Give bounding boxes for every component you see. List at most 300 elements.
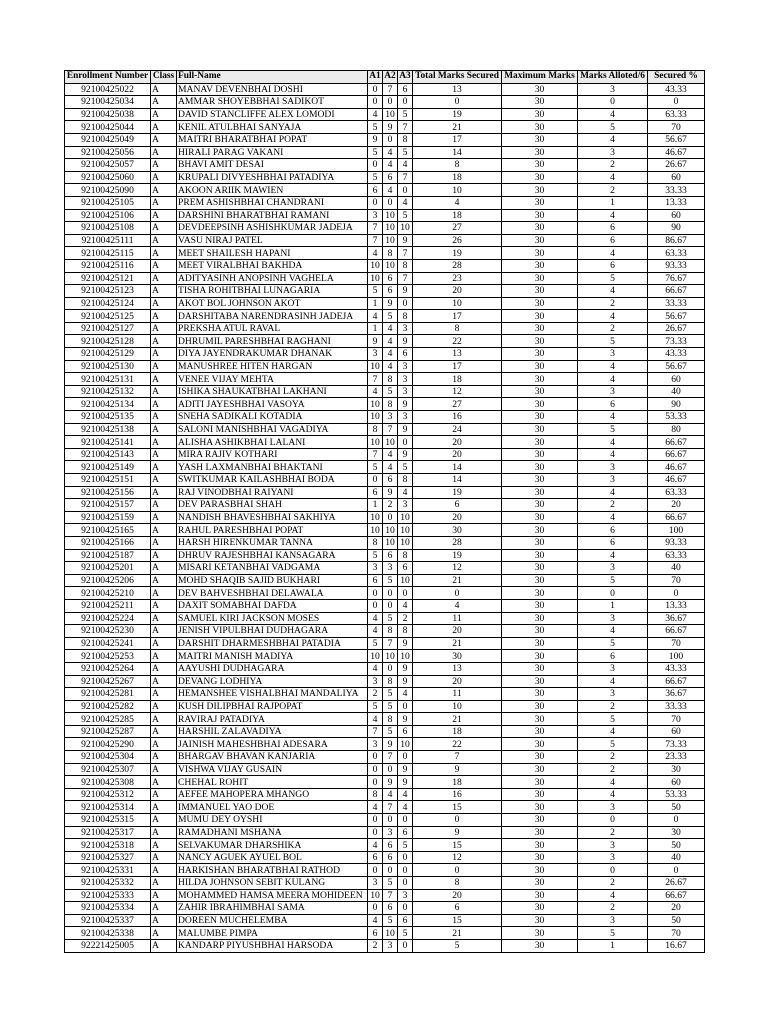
enrollment-number-cell: 92100425332	[65, 877, 151, 890]
maximum-marks-cell: 30	[502, 398, 578, 411]
a2-cell: 8	[383, 398, 398, 411]
marks-alloted-cell: 2	[578, 184, 648, 197]
secured-percent-cell: 70	[648, 637, 705, 650]
enrollment-number-cell: 92100425034	[65, 96, 151, 109]
a2-cell: 3	[383, 411, 398, 424]
full-name-cell: CHEHAL ROHIT	[177, 776, 368, 789]
table-row	[65, 738, 705, 751]
total-marks-cell: 11	[413, 688, 502, 701]
maximum-marks-cell: 30	[502, 348, 578, 361]
enrollment-number-cell: 92100425134	[65, 398, 151, 411]
a2-cell: 0	[383, 864, 398, 877]
a2-cell: 5	[383, 700, 398, 713]
full-name-cell: ALISHA ASHIKBHAI LALANI	[177, 436, 368, 449]
enrollment-number-cell: 92100425151	[65, 474, 151, 487]
a1-cell: 0	[368, 196, 383, 209]
marks-alloted-cell: 5	[578, 713, 648, 726]
total-marks-cell: 20	[413, 436, 502, 449]
secured-percent-cell: 0	[648, 814, 705, 827]
table-row	[65, 688, 705, 701]
a2-cell: 0	[383, 196, 398, 209]
total-marks-cell: 15	[413, 839, 502, 852]
class-cell: A	[151, 814, 177, 827]
a3-cell: 7	[398, 272, 413, 285]
a1-cell: 3	[368, 877, 383, 890]
a2-cell: 0	[383, 814, 398, 827]
total-marks-cell: 14	[413, 146, 502, 159]
total-marks-cell: 12	[413, 562, 502, 575]
total-marks-cell: 20	[413, 675, 502, 688]
full-name-cell: IMMANUEL YAO DOE	[177, 801, 368, 814]
table-row	[65, 574, 705, 587]
total-marks-cell: 18	[413, 209, 502, 222]
full-name-cell: ADITYASINH ANOPSINH VAGHELA	[177, 272, 368, 285]
total-marks-cell: 24	[413, 423, 502, 436]
maximum-marks-cell: 30	[502, 385, 578, 398]
a3-cell: 10	[398, 536, 413, 549]
marks-alloted-cell: 6	[578, 259, 648, 272]
a3-cell: 7	[398, 247, 413, 260]
secured-percent-cell: 13.33	[648, 599, 705, 612]
a2-cell: 4	[383, 461, 398, 474]
maximum-marks-cell: 30	[502, 625, 578, 638]
class-cell: A	[151, 751, 177, 764]
enrollment-number-cell: 92100425206	[65, 574, 151, 587]
a2-cell: 6	[383, 474, 398, 487]
full-name-cell: SWITKUMAR KAILASHBHAI BODA	[177, 474, 368, 487]
class-cell: A	[151, 549, 177, 562]
secured-percent-cell: 20	[648, 902, 705, 915]
enrollment-number-cell: 92100425115	[65, 247, 151, 260]
secured-percent-cell: 46.67	[648, 474, 705, 487]
enrollment-number-cell: 92100425105	[65, 196, 151, 209]
a2-cell: 6	[383, 285, 398, 298]
full-name-cell: DOREEN MUCHELEMBA	[177, 914, 368, 927]
class-cell: A	[151, 348, 177, 361]
marks-alloted-cell: 2	[578, 902, 648, 915]
marks-alloted-cell: 2	[578, 159, 648, 172]
secured-percent-cell: 60	[648, 373, 705, 386]
secured-percent-cell: 36.67	[648, 612, 705, 625]
maximum-marks-cell: 30	[502, 285, 578, 298]
a1-cell: 10	[368, 398, 383, 411]
table-row	[65, 788, 705, 801]
maximum-marks-cell: 30	[502, 499, 578, 512]
marks-alloted-cell: 3	[578, 914, 648, 927]
a1-cell: 0	[368, 599, 383, 612]
secured-percent-cell: 23.33	[648, 751, 705, 764]
full-name-cell: RAMADHANI MSHANA	[177, 826, 368, 839]
enrollment-number-cell: 92100425116	[65, 259, 151, 272]
maximum-marks-cell: 30	[502, 461, 578, 474]
class-cell: A	[151, 171, 177, 184]
a1-cell: 7	[368, 234, 383, 247]
table-row	[65, 360, 705, 373]
enrollment-number-cell: 92100425337	[65, 914, 151, 927]
a1-cell: 7	[368, 222, 383, 235]
class-cell: A	[151, 889, 177, 902]
full-name-cell: AAYUSHI DUDHAGARA	[177, 662, 368, 675]
total-marks-cell: 18	[413, 171, 502, 184]
full-name-cell: JENISH VIPULBHAI DUDHAGARA	[177, 625, 368, 638]
a2-cell: 7	[383, 889, 398, 902]
a2-cell: 10	[383, 436, 398, 449]
a3-cell: 0	[398, 184, 413, 197]
a3-cell: 3	[398, 499, 413, 512]
table-row	[65, 776, 705, 789]
a2-cell: 6	[383, 902, 398, 915]
full-name-cell: KUSH DILIPBHAI RAJPOPAT	[177, 700, 368, 713]
total-marks-cell: 13	[413, 662, 502, 675]
marks-alloted-cell: 6	[578, 234, 648, 247]
table-row	[65, 814, 705, 827]
full-name-cell: DEVDEEPSINH ASHISHKUMAR JADEJA	[177, 222, 368, 235]
a3-cell: 3	[398, 385, 413, 398]
total-marks-cell: 14	[413, 474, 502, 487]
total-marks-cell: 11	[413, 612, 502, 625]
a1-cell: 0	[368, 902, 383, 915]
total-marks-cell: 19	[413, 108, 502, 121]
maximum-marks-cell: 30	[502, 574, 578, 587]
a3-cell: 4	[398, 159, 413, 172]
marks-alloted-cell: 0	[578, 96, 648, 109]
table-row	[65, 83, 705, 96]
total-marks-cell: 30	[413, 650, 502, 663]
marks-alloted-cell: 1	[578, 196, 648, 209]
enrollment-number-cell: 92100425138	[65, 423, 151, 436]
a2-cell: 6	[383, 839, 398, 852]
a1-cell: 7	[368, 373, 383, 386]
total-marks-cell: 20	[413, 511, 502, 524]
a3-cell: 3	[398, 411, 413, 424]
enrollment-number-cell: 92100425224	[65, 612, 151, 625]
table-row	[65, 146, 705, 159]
a3-cell: 5	[398, 146, 413, 159]
a3-cell: 3	[398, 889, 413, 902]
maximum-marks-cell: 30	[502, 650, 578, 663]
total-marks-cell: 22	[413, 335, 502, 348]
enrollment-number-cell: 92100425267	[65, 675, 151, 688]
enrollment-number-cell: 92100425124	[65, 297, 151, 310]
maximum-marks-cell: 30	[502, 826, 578, 839]
maximum-marks-cell: 30	[502, 675, 578, 688]
table-row	[65, 889, 705, 902]
total-marks-cell: 10	[413, 700, 502, 713]
total-marks-cell: 12	[413, 851, 502, 864]
full-name-cell: DARSHINI BHARATBHAI RAMANI	[177, 209, 368, 222]
a3-cell: 6	[398, 914, 413, 927]
full-name-cell: ADITI JAYESHBHAI VASOYA	[177, 398, 368, 411]
a3-cell: 3	[398, 373, 413, 386]
maximum-marks-cell: 30	[502, 196, 578, 209]
class-cell: A	[151, 587, 177, 600]
a3-cell: 8	[398, 474, 413, 487]
secured-percent-cell: 66.67	[648, 448, 705, 461]
total-marks-cell: 4	[413, 196, 502, 209]
a3-cell: 2	[398, 612, 413, 625]
enrollment-number-cell: 92100425131	[65, 373, 151, 386]
a3-cell: 4	[398, 599, 413, 612]
total-marks-cell: 22	[413, 738, 502, 751]
a1-cell: 5	[368, 285, 383, 298]
a1-cell: 0	[368, 159, 383, 172]
secured-percent-cell: 80	[648, 423, 705, 436]
class-cell: A	[151, 360, 177, 373]
full-name-cell: MOHD SHAQIB SAJID BUKHARI	[177, 574, 368, 587]
a1-cell: 8	[368, 788, 383, 801]
enrollment-number-cell: 92100425210	[65, 587, 151, 600]
marks-alloted-cell: 5	[578, 423, 648, 436]
a1-cell: 3	[368, 209, 383, 222]
maximum-marks-cell: 30	[502, 159, 578, 172]
total-marks-cell: 16	[413, 788, 502, 801]
marks-alloted-cell: 3	[578, 83, 648, 96]
a1-cell: 10	[368, 272, 383, 285]
a3-cell: 5	[398, 461, 413, 474]
secured-percent-cell: 50	[648, 801, 705, 814]
table-row	[65, 96, 705, 109]
a2-cell: 9	[383, 121, 398, 134]
table-row	[65, 234, 705, 247]
a2-cell: 10	[383, 222, 398, 235]
table-row	[65, 801, 705, 814]
a1-cell: 0	[368, 751, 383, 764]
secured-percent-cell: 33.33	[648, 297, 705, 310]
table-row	[65, 348, 705, 361]
secured-percent-cell: 56.67	[648, 133, 705, 146]
a2-cell: 9	[383, 776, 398, 789]
marks-alloted-cell: 6	[578, 650, 648, 663]
a1-cell: 4	[368, 247, 383, 260]
full-name-cell: BHAVI AMIT DESAI	[177, 159, 368, 172]
table-row	[65, 297, 705, 310]
marks-alloted-cell: 3	[578, 851, 648, 864]
marks-alloted-cell: 4	[578, 675, 648, 688]
a2-cell: 5	[383, 914, 398, 927]
secured-percent-cell: 50	[648, 839, 705, 852]
class-cell: A	[151, 121, 177, 134]
a1-cell: 0	[368, 864, 383, 877]
marks-alloted-cell: 3	[578, 612, 648, 625]
a1-cell: 10	[368, 889, 383, 902]
marks-alloted-cell: 4	[578, 511, 648, 524]
maximum-marks-cell: 30	[502, 511, 578, 524]
enrollment-number-cell: 92100425141	[65, 436, 151, 449]
table-row	[65, 662, 705, 675]
maximum-marks-cell: 30	[502, 146, 578, 159]
class-cell: A	[151, 902, 177, 915]
maximum-marks-cell: 30	[502, 423, 578, 436]
a3-cell: 0	[398, 297, 413, 310]
full-name-cell: DEVANG LODHIYA	[177, 675, 368, 688]
table-row	[65, 864, 705, 877]
enrollment-number-cell: 92100425135	[65, 411, 151, 424]
full-name-cell: NANDISH BHAVESHBHAI SAKHIYA	[177, 511, 368, 524]
secured-percent-cell: 0	[648, 96, 705, 109]
enrollment-number-cell: 92100425038	[65, 108, 151, 121]
full-name-cell: KENIL ATULBHAI SANYAJA	[177, 121, 368, 134]
maximum-marks-cell: 30	[502, 448, 578, 461]
enrollment-number-cell: 92100425333	[65, 889, 151, 902]
marks-sheet	[64, 70, 705, 953]
secured-percent-cell: 56.67	[648, 360, 705, 373]
enrollment-number-cell: 92100425230	[65, 625, 151, 638]
enrollment-number-cell: 92100425060	[65, 171, 151, 184]
column-header-total-marks: Total Marks Secured	[413, 71, 502, 84]
a1-cell: 9	[368, 335, 383, 348]
secured-percent-cell: 66.67	[648, 285, 705, 298]
class-cell: A	[151, 738, 177, 751]
full-name-cell: VASU NIRAJ PATEL	[177, 234, 368, 247]
full-name-cell: VENEE VIJAY MEHTA	[177, 373, 368, 386]
enrollment-number-cell: 92100425287	[65, 725, 151, 738]
total-marks-cell: 10	[413, 297, 502, 310]
maximum-marks-cell: 30	[502, 83, 578, 96]
secured-percent-cell: 66.67	[648, 436, 705, 449]
a1-cell: 5	[368, 700, 383, 713]
a3-cell: 9	[398, 662, 413, 675]
secured-percent-cell: 50	[648, 914, 705, 927]
class-cell: A	[151, 184, 177, 197]
full-name-cell: MEET SHAILESH HAPANI	[177, 247, 368, 260]
total-marks-cell: 16	[413, 411, 502, 424]
full-name-cell: HILDA JOHNSON SEBIT KULANG	[177, 877, 368, 890]
table-row	[65, 562, 705, 575]
enrollment-number-cell: 92100425281	[65, 688, 151, 701]
total-marks-cell: 15	[413, 801, 502, 814]
table-body	[65, 83, 705, 952]
marks-alloted-cell: 3	[578, 688, 648, 701]
maximum-marks-cell: 30	[502, 184, 578, 197]
column-header-class: Class	[151, 71, 177, 84]
a3-cell: 8	[398, 625, 413, 638]
class-cell: A	[151, 927, 177, 940]
a2-cell: 0	[383, 133, 398, 146]
marks-alloted-cell: 6	[578, 398, 648, 411]
table-row	[65, 902, 705, 915]
class-cell: A	[151, 763, 177, 776]
a2-cell: 2	[383, 499, 398, 512]
a2-cell: 8	[383, 713, 398, 726]
total-marks-cell: 6	[413, 499, 502, 512]
secured-percent-cell: 46.67	[648, 146, 705, 159]
total-marks-cell: 5	[413, 939, 502, 952]
table-row	[65, 411, 705, 424]
full-name-cell: ISHIKA SHAUKATBHAI LAKHANI	[177, 385, 368, 398]
a1-cell: 4	[368, 713, 383, 726]
a3-cell: 10	[398, 738, 413, 751]
full-name-cell: MAITRI BHARATBHAI POPAT	[177, 133, 368, 146]
class-cell: A	[151, 877, 177, 890]
secured-percent-cell: 100	[648, 524, 705, 537]
a2-cell: 5	[383, 385, 398, 398]
class-cell: A	[151, 486, 177, 499]
maximum-marks-cell: 30	[502, 612, 578, 625]
enrollment-number-cell: 92100425111	[65, 234, 151, 247]
total-marks-cell: 27	[413, 222, 502, 235]
a1-cell: 0	[368, 83, 383, 96]
secured-percent-cell: 90	[648, 398, 705, 411]
full-name-cell: HARKISHAN BHARATBHAI RATHOD	[177, 864, 368, 877]
total-marks-cell: 8	[413, 877, 502, 890]
marks-alloted-cell: 4	[578, 486, 648, 499]
a3-cell: 6	[398, 348, 413, 361]
full-name-cell: DIYA JAYENDRAKUMAR DHANAK	[177, 348, 368, 361]
maximum-marks-cell: 30	[502, 222, 578, 235]
table-row	[65, 247, 705, 260]
a3-cell: 0	[398, 814, 413, 827]
table-row	[65, 385, 705, 398]
table-row	[65, 763, 705, 776]
secured-percent-cell: 66.67	[648, 625, 705, 638]
enrollment-number-cell: 92100425331	[65, 864, 151, 877]
table-row	[65, 839, 705, 852]
secured-percent-cell: 66.67	[648, 675, 705, 688]
table-row	[65, 310, 705, 323]
secured-percent-cell: 60	[648, 171, 705, 184]
class-cell: A	[151, 864, 177, 877]
a1-cell: 6	[368, 574, 383, 587]
maximum-marks-cell: 30	[502, 688, 578, 701]
enrollment-number-cell: 92100425285	[65, 713, 151, 726]
class-cell: A	[151, 625, 177, 638]
enrollment-number-cell: 92100425334	[65, 902, 151, 915]
a2-cell: 8	[383, 675, 398, 688]
class-cell: A	[151, 411, 177, 424]
a2-cell: 4	[383, 184, 398, 197]
maximum-marks-cell: 30	[502, 524, 578, 537]
a1-cell: 1	[368, 499, 383, 512]
a2-cell: 0	[383, 96, 398, 109]
a1-cell: 4	[368, 108, 383, 121]
column-header-a1: A1	[369, 71, 381, 82]
a2-cell: 0	[383, 763, 398, 776]
table-row	[65, 877, 705, 890]
a2-cell: 10	[383, 927, 398, 940]
total-marks-cell: 21	[413, 713, 502, 726]
table-row	[65, 751, 705, 764]
a1-cell: 0	[368, 587, 383, 600]
marks-alloted-cell: 4	[578, 373, 648, 386]
a2-cell: 4	[383, 322, 398, 335]
table-row	[65, 272, 705, 285]
full-name-cell: MISARI KETANBHAI VADGAMA	[177, 562, 368, 575]
a1-cell: 0	[368, 826, 383, 839]
enrollment-number-cell: 92221425005	[65, 939, 151, 952]
enrollment-number-cell: 92100425307	[65, 763, 151, 776]
marks-alloted-cell: 4	[578, 310, 648, 323]
class-cell: A	[151, 373, 177, 386]
table-row	[65, 713, 705, 726]
marks-alloted-cell: 5	[578, 738, 648, 751]
secured-percent-cell: 40	[648, 562, 705, 575]
maximum-marks-cell: 30	[502, 310, 578, 323]
enrollment-number-cell: 92100425132	[65, 385, 151, 398]
class-cell: A	[151, 159, 177, 172]
class-cell: A	[151, 272, 177, 285]
a2-cell: 0	[383, 587, 398, 600]
marks-alloted-cell: 3	[578, 385, 648, 398]
maximum-marks-cell: 30	[502, 839, 578, 852]
a3-cell: 8	[398, 549, 413, 562]
class-cell: A	[151, 96, 177, 109]
class-cell: A	[151, 675, 177, 688]
full-name-cell: AEFEE MAHOPERA MHANGO	[177, 788, 368, 801]
enrollment-number-cell: 92100425127	[65, 322, 151, 335]
total-marks-cell: 12	[413, 385, 502, 398]
a2-cell: 5	[383, 574, 398, 587]
enrollment-number-cell: 92100425211	[65, 599, 151, 612]
